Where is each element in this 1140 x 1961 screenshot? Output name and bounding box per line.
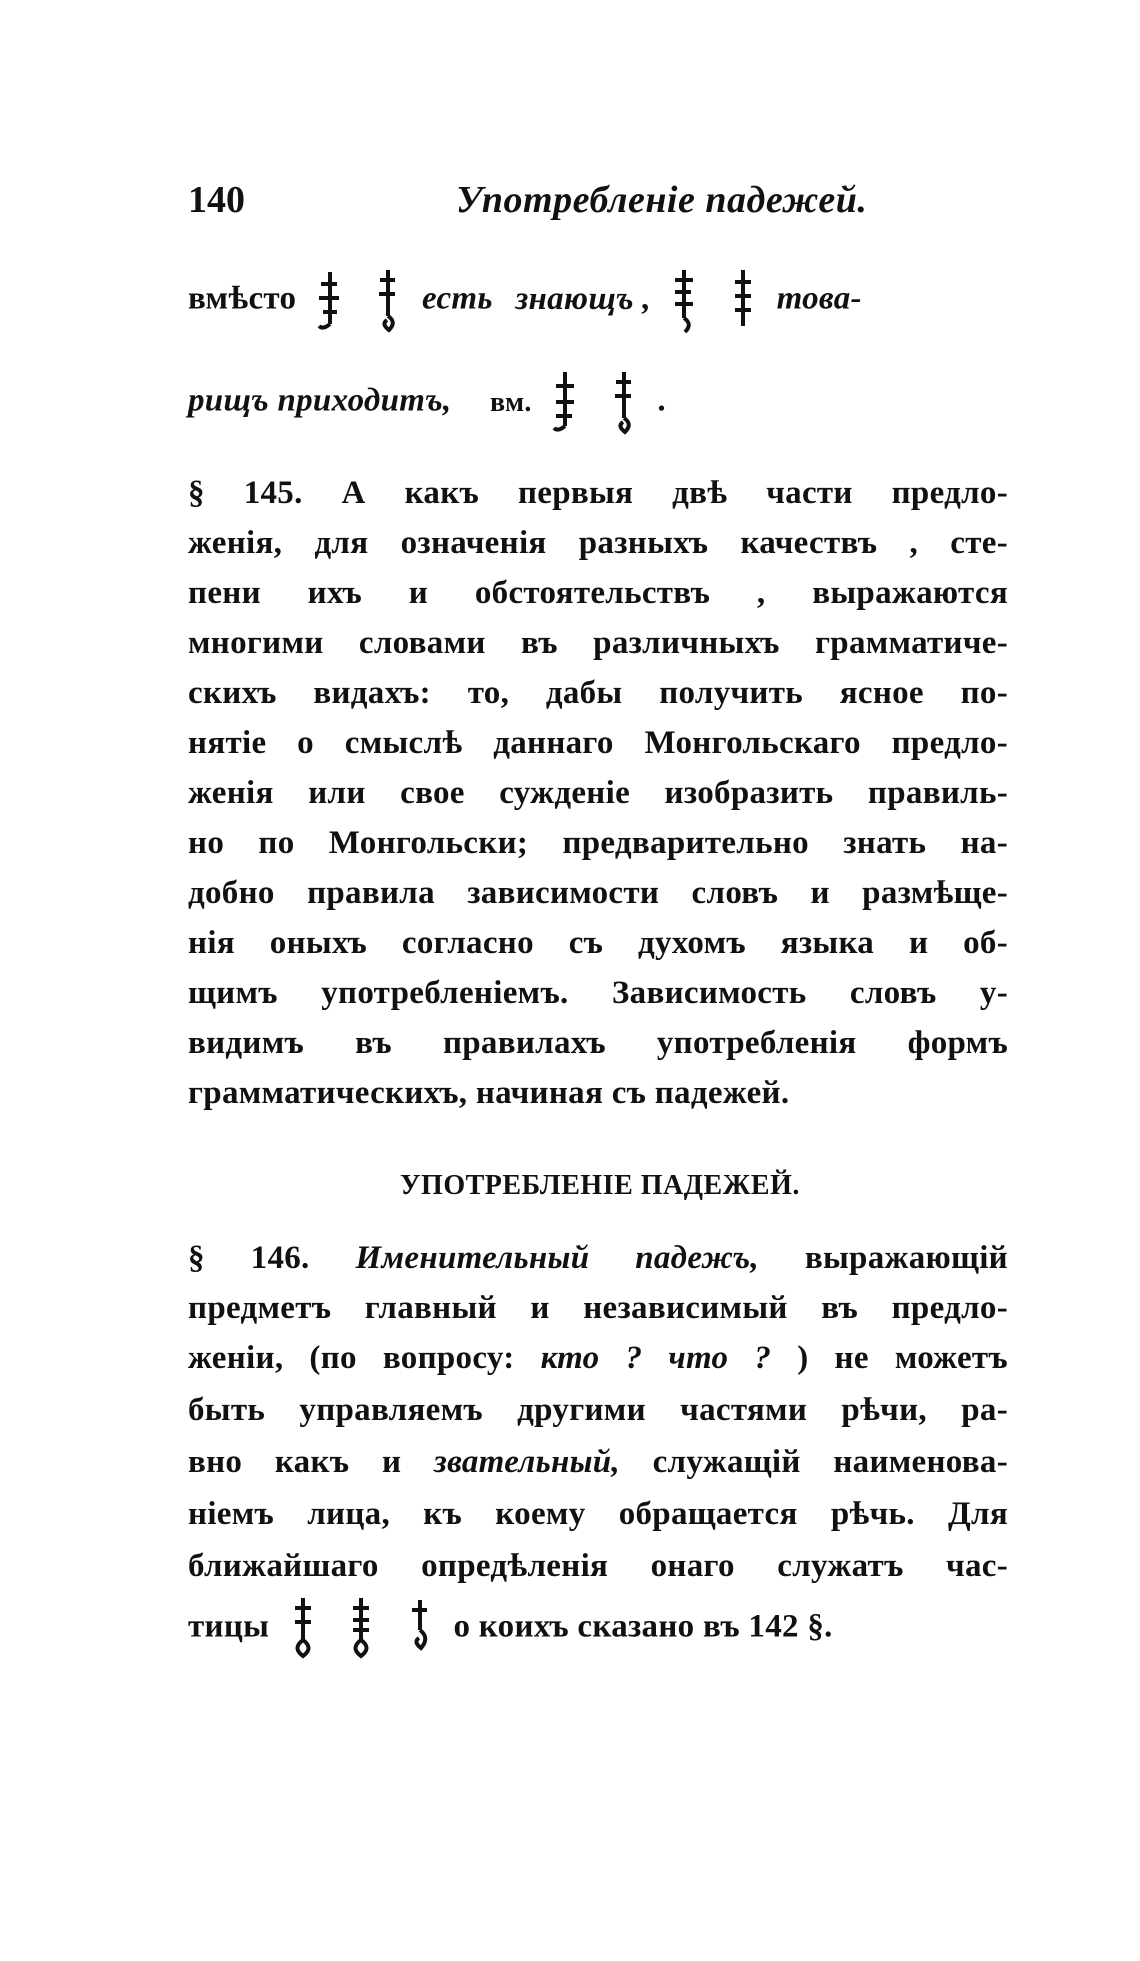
mongolian-script-glyph: [371, 268, 405, 334]
section-145-line: скихъ видахъ: то, дабы получить ясное по-: [188, 675, 1008, 711]
intro-word: .: [657, 382, 666, 419]
term-italic: Именительный падежъ,: [355, 1240, 759, 1276]
section-heading: УПОТРЕБЛЕНІЕ ПАДЕЖЕЙ.: [400, 1170, 800, 1201]
mongolian-script-glyph: [286, 1596, 320, 1662]
section-145-line: грамматическихъ, начиная съ падежей.: [188, 1075, 790, 1111]
intro-word: вмѣсто: [188, 280, 297, 317]
mongolian-script-glyph: [667, 268, 701, 334]
intro-word: вм.: [490, 386, 532, 418]
section-146-line: [188, 1444, 1008, 1481]
section-146-text: о коихъ сказано въ 142 §.: [453, 1608, 833, 1645]
term-italic: звательный,: [433, 1444, 620, 1480]
section-145-line: нятіе о смыслѣ даннаго Монгольскаго предло-: [188, 725, 1008, 761]
section-146-line: [188, 1240, 1008, 1277]
intro-line-1: [188, 268, 862, 334]
section-145-line: но по Монгольски; предварительно знать на-: [188, 825, 1008, 861]
term-italic: кто ? что ?: [540, 1340, 772, 1376]
section-146-line: ніемъ лица, къ коему обращается рѣчь. Для: [188, 1496, 1008, 1532]
intro-word: есть: [421, 280, 493, 317]
section-145-line: пени ихъ и обстоятельствъ , выражаются: [188, 575, 1008, 611]
intro-word: рищъ приходитъ,: [188, 382, 452, 419]
mongolian-script-glyph: [607, 370, 641, 436]
section-145-line: женія, для означенія разныхъ качествъ , сте-: [188, 525, 1008, 561]
section-145-line: многими словами въ различныхъ грамматиче-: [188, 625, 1008, 661]
mongolian-script-glyph: [548, 370, 582, 436]
paragraph-number: § 146.: [188, 1240, 310, 1276]
running-title: Употребленіе падежей.: [456, 179, 868, 221]
section-146-text: ) не можетъ: [797, 1340, 1008, 1376]
section-146-text: выражающій: [804, 1240, 1008, 1276]
section-146-line: быть управляемъ другими частями рѣчи, ра-: [188, 1392, 1008, 1428]
section-146-line: [188, 1340, 1008, 1377]
mongolian-script-glyph: [726, 268, 760, 334]
intro-word: това-: [776, 280, 862, 317]
section-146-line: [188, 1596, 833, 1662]
mongolian-script-glyph: [313, 268, 347, 334]
page-number: 140: [188, 179, 245, 221]
section-146-line: ближайшаго опредѣленія онаго служатъ час-: [188, 1548, 1008, 1584]
section-146-line: предметъ главный и независимый въ предло-: [188, 1290, 1008, 1326]
mongolian-script-glyph: [403, 1596, 437, 1662]
intro-word: знающъ ,: [515, 280, 651, 317]
section-145-line: § 145. А какъ первыя двѣ части предло-: [188, 475, 1008, 511]
section-145-line: женія или свое сужденіе изобразить правиль-: [188, 775, 1008, 811]
section-145-line: добно правила зависимости словъ и размѣще-: [188, 875, 1008, 911]
mongolian-script-glyph: [344, 1596, 378, 1662]
section-145-line: видимъ въ правилахъ употребленія формъ: [188, 1025, 1008, 1061]
intro-line-2: [188, 370, 666, 436]
section-146-text: служащій наименова-: [652, 1444, 1008, 1480]
page-header: [188, 178, 878, 228]
section-146-text: женіи, (по вопросу:: [188, 1340, 515, 1376]
section-145-line: нія оныхъ согласно съ духомъ языка и об-: [188, 925, 1008, 961]
section-146-text: вно какъ и: [188, 1444, 402, 1480]
section-146-text: тицы: [188, 1608, 270, 1645]
section-145-line: щимъ употребленіемъ. Зависимость словъ у-: [188, 975, 1008, 1011]
